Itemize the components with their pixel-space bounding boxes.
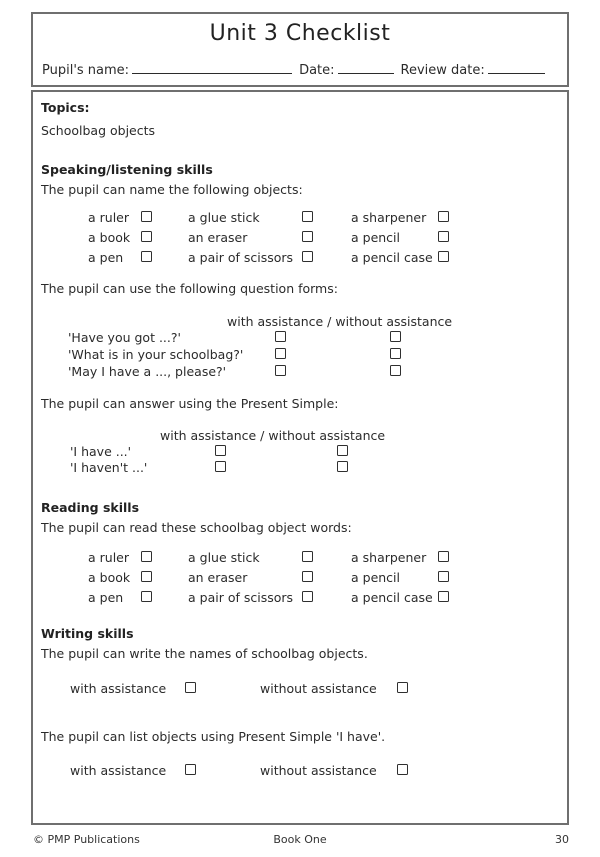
- object-label: a ruler: [88, 210, 129, 225]
- question1-without-checkbox[interactable]: [390, 331, 401, 342]
- header-box: [31, 12, 569, 87]
- answer1-without-checkbox[interactable]: [337, 445, 348, 456]
- listing-prompt: The pupil can list objects using Present Simple 'I have'.: [41, 729, 386, 744]
- writing-with-checkbox[interactable]: [185, 682, 196, 693]
- question-label: 'Have you got ...?': [68, 330, 181, 345]
- reading-pen-checkbox[interactable]: [141, 591, 152, 602]
- date-field[interactable]: [338, 60, 394, 74]
- speaking-heading: Speaking/listening skills: [41, 162, 213, 177]
- speaking-naming-prompt: The pupil can name the following objects:: [41, 182, 303, 197]
- pupil-info-row: [42, 60, 545, 78]
- reading-pencil-checkbox[interactable]: [438, 571, 449, 582]
- object-label: a sharpener: [351, 210, 427, 225]
- naming-scissors-checkbox[interactable]: [302, 251, 313, 262]
- naming-pencil-checkbox[interactable]: [438, 231, 449, 242]
- reading-glue-stick-checkbox[interactable]: [302, 551, 313, 562]
- pupil-name-label: Pupil's name:: [42, 63, 130, 78]
- page-number: 30: [555, 833, 569, 846]
- with-assistance-label: with assistance: [70, 681, 167, 696]
- naming-pencil-case-checkbox[interactable]: [438, 251, 449, 262]
- book-title: Book One: [273, 833, 327, 846]
- without-assistance-label: without assistance: [260, 681, 377, 696]
- review-date-label: Review date:: [400, 63, 485, 78]
- question2-with-checkbox[interactable]: [275, 348, 286, 359]
- reading-eraser-checkbox[interactable]: [302, 571, 313, 582]
- naming-sharpener-checkbox[interactable]: [438, 211, 449, 222]
- answer2-without-checkbox[interactable]: [337, 461, 348, 472]
- answer2-with-checkbox[interactable]: [215, 461, 226, 472]
- object-label: a pencil: [351, 570, 400, 585]
- writing-prompt: The pupil can write the names of schoolbag objects.: [41, 646, 368, 661]
- naming-pen-checkbox[interactable]: [141, 251, 152, 262]
- object-label: an eraser: [188, 230, 248, 245]
- reading-pencil-case-checkbox[interactable]: [438, 591, 449, 602]
- question3-with-checkbox[interactable]: [275, 365, 286, 376]
- reading-ruler-checkbox[interactable]: [141, 551, 152, 562]
- assistance-header: with assistance / without assistance: [160, 428, 386, 443]
- object-label: a pencil case: [351, 590, 433, 605]
- object-label: a pencil: [351, 230, 400, 245]
- topics-value: Schoolbag objects: [41, 123, 156, 138]
- object-label: a glue stick: [188, 550, 260, 565]
- question-label: 'May I have a ..., please?': [68, 364, 227, 379]
- topics-heading: Topics:: [41, 100, 90, 115]
- reading-scissors-checkbox[interactable]: [302, 591, 313, 602]
- content-box: [31, 90, 569, 825]
- object-label: a glue stick: [188, 210, 260, 225]
- object-label: a pair of scissors: [188, 590, 294, 605]
- answer-label: 'I have ...': [70, 444, 132, 459]
- object-label: a pair of scissors: [188, 250, 294, 265]
- with-assistance-label: with assistance: [70, 763, 167, 778]
- date-label: Date:: [299, 63, 335, 78]
- reading-sharpener-checkbox[interactable]: [438, 551, 449, 562]
- listing-without-checkbox[interactable]: [397, 764, 408, 775]
- naming-eraser-checkbox[interactable]: [302, 231, 313, 242]
- writing-heading: Writing skills: [41, 626, 134, 641]
- question1-with-checkbox[interactable]: [275, 331, 286, 342]
- question3-without-checkbox[interactable]: [390, 365, 401, 376]
- object-label: a sharpener: [351, 550, 427, 565]
- review-date-field[interactable]: [488, 60, 545, 74]
- assistance-header: with assistance / without assistance: [227, 314, 453, 329]
- listing-with-checkbox[interactable]: [185, 764, 196, 775]
- object-label: a pen: [88, 590, 124, 605]
- pupil-name-field[interactable]: [132, 60, 292, 74]
- page-title: Unit 3 Checklist: [209, 21, 391, 46]
- object-label: a pencil case: [351, 250, 433, 265]
- object-label: a ruler: [88, 550, 129, 565]
- without-assistance-label: without assistance: [260, 763, 377, 778]
- reading-book-checkbox[interactable]: [141, 571, 152, 582]
- object-label: an eraser: [188, 570, 248, 585]
- answer1-with-checkbox[interactable]: [215, 445, 226, 456]
- naming-glue-stick-checkbox[interactable]: [302, 211, 313, 222]
- question2-without-checkbox[interactable]: [390, 348, 401, 359]
- question-label: 'What is in your schoolbag?': [68, 347, 244, 362]
- object-label: a book: [88, 230, 131, 245]
- reading-heading: Reading skills: [41, 500, 140, 515]
- object-label: a pen: [88, 250, 124, 265]
- reading-prompt: The pupil can read these schoolbag object words:: [41, 520, 352, 535]
- question-forms-prompt: The pupil can use the following question forms:: [41, 281, 338, 296]
- object-label: a book: [88, 570, 131, 585]
- writing-without-checkbox[interactable]: [397, 682, 408, 693]
- publisher-credit: © PMP Publications: [33, 833, 140, 846]
- naming-ruler-checkbox[interactable]: [141, 211, 152, 222]
- answer-label: 'I haven't ...': [70, 460, 148, 475]
- naming-book-checkbox[interactable]: [141, 231, 152, 242]
- answer-prompt: The pupil can answer using the Present Simple:: [41, 396, 339, 411]
